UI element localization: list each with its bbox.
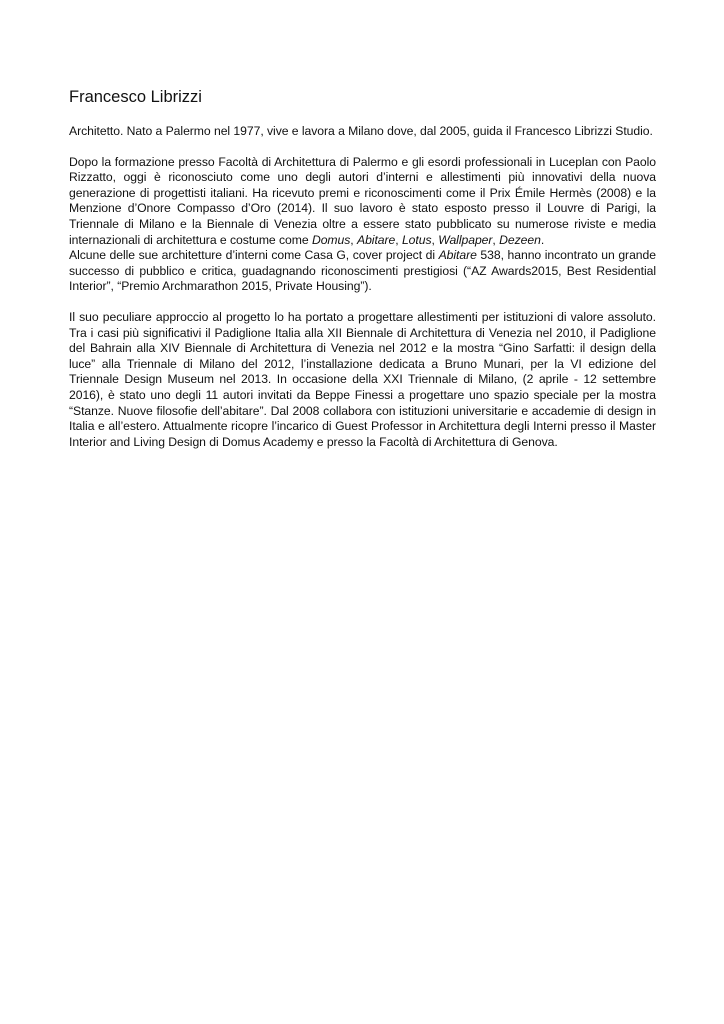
document-page (69, 86, 656, 465)
bio-text-continued: Alcune delle sue architetture d’interni come Casa G, cover project di (69, 248, 439, 263)
separator: , (492, 232, 500, 247)
separator: , (395, 232, 402, 247)
bio-text-awards: 538, hanno incontrato un grande successo di pubblico e critica, guadagnando riconoscimenti prestigiosi (“AZ Awards2015, Best Residential Interior”, “Premio Archmarathon 2015, Private Housing”). (69, 248, 656, 294)
bio-paragraph (69, 155, 656, 295)
intro-paragraph (69, 124, 656, 140)
document-title: Francesco Librizzi (69, 88, 202, 106)
sentence-end: . (540, 232, 545, 247)
separator: , (431, 232, 439, 247)
bio-text: Dopo la formazione presso Facoltà di Architettura di Palermo e gli esordi professionali in Luceplan con Paolo Rizzatto, oggi è riconosciuto come uno degli autori d’interni e allestimenti più innovativi della nuova generazione di progettisti italiani. Ha ricevuto premi e riconoscimenti come il Prix Émile Hermès (2008) e la Menzione d’Onore Compasso d’Oro (2014). Il suo lavoro è stato esposto presso il Louvre di Parigi, la Triennale di Milano e la Biennale di Venezia oltre a essere stato pubblicato su numerose riviste e media internazionali di architettura e costume come (69, 154, 656, 247)
magazine-abitare-cover: Abitare (438, 248, 477, 263)
magazine-lotus: Lotus (401, 232, 432, 247)
magazine-wallpaper: Wallpaper (438, 232, 493, 247)
approach-text: Il suo peculiare approccio al progetto lo ha portato a progettare allestimenti per istituzioni di valore assoluto. Tra i casi più significativi il Padiglione Italia alla XII Biennale di Architettura di Venezia nel 2010, il Padiglione del Bahrain alla XIV Biennale di Architettura di Venezia nel 2012 e la mostra “Gino Sarfatti: il design della luce” alla Triennale di Milano del 2012, l’installazione dedicata a Bruno Munari, per la VI edizione del Triennale Design Museum nel 2013. In occasione della XXI Triennale di Milano, (2 aprile - 12 settembre 2016), è stato uno degli 11 autori invitati da Beppe Finessi a progettare uno spazio speciale per la mostra “Stanze. Nuove filosofie dell’abitare”. Dal 2008 collabora con istituzioni universitarie e accademie di design in Italia e all’estero. Attualmente ricopre l’incarico di Guest Professor in Architettura degli Interni presso il Master Interior and Living Design di Domus Academy e presso la Facoltà di Architettura di Genova. (69, 309, 656, 449)
separator: , (350, 232, 357, 247)
approach-paragraph (69, 310, 656, 450)
magazine-domus: Domus (311, 232, 351, 247)
intro-text: Architetto. Nato a Palermo nel 1977, vive e lavora a Milano dove, dal 2005, guida il Francesco Librizzi Studio. (69, 124, 653, 138)
magazine-dezeen: Dezeen (499, 232, 541, 247)
magazine-abitare: Abitare (356, 232, 396, 247)
